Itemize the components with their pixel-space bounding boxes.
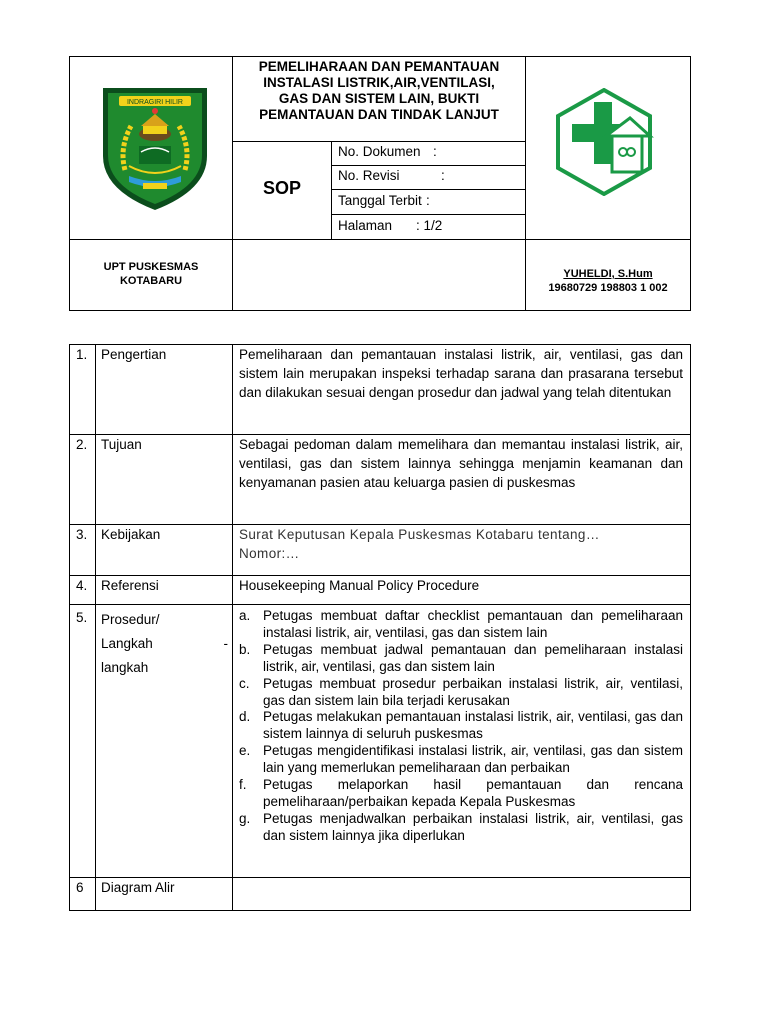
document-title: PEMELIHARAAN DAN PEMANTAUAN INSTALASI LISTRIK,AIR,VENTILASI, GAS DAN SISTEM LAIN, BUKTI PEMANTAUAN DAN TINDAK LANJUT (258, 59, 500, 122)
procedure-steps-list (236, 608, 683, 845)
meta-page: Halaman : 1/2 (338, 218, 443, 233)
row-content-kebijakan: Surat Keputusan Kepala Puskesmas Kotabaru tentang… Nomor:… (239, 527, 600, 561)
row-number: 5. (76, 610, 88, 625)
row-label-prosedur: Prosedur/ Langkah - langkah (101, 612, 228, 675)
meta-doc-number: No. Dokumen : (338, 144, 437, 159)
row-label-diagram-alir: Diagram Alir (101, 880, 175, 895)
list-item: g. Petugas menjadwalkan perbaikan instalasi listrik, air, ventilasi, gas dan sistem lainnya jika diperlukan (239, 810, 683, 843)
row-number: 1. (76, 347, 88, 362)
signer-nip: 19680729 198803 1 002 (548, 282, 668, 294)
row-label-referensi: Referensi (101, 578, 159, 593)
sop-label: SOP (262, 178, 301, 198)
signer-name: YUHELDI, S.Hum (563, 268, 653, 280)
meta-revision: No. Revisi : (338, 168, 445, 183)
row-content-tujuan: Sebagai pedoman dalam memelihara dan memantau instalasi listrik, air, ventilasi, gas dan sistem lainnya sehingga menjamin keamanan dan kenyamanan pasien atau keluarga pasien di puskesmas (239, 437, 683, 490)
row-content-pengertian: Pemeliharaan dan pemantauan instalasi listrik, air, ventilasi, gas dan sistem lain merupakan inspeksi terhadap sarana dan prasarana tersebut dan dilakukan sesuai dengan prosedur dan jadwal yang telah ditentukan (239, 347, 683, 400)
list-item: d. Petugas melakukan pemantauan instalasi listrik, air, ventilasi, gas dan sistem lainnya di seluruh puskesmas (239, 709, 683, 742)
row-number: 3. (76, 527, 88, 542)
row-content-referensi: Housekeeping Manual Policy Procedure (239, 578, 480, 593)
list-item: a. Petugas membuat daftar checklist pemantauan dan pemeliharaan instalasi listrik, air, ventilasi, gas dan sistem lain (239, 608, 683, 640)
list-item: f. Petugas melaporkan hasil pemantauan dan rencana pemeliharaan/perbaikan kepada Kepala Puskesmas (239, 777, 683, 809)
row-number: 4. (76, 578, 88, 593)
row-number: 2. (76, 437, 88, 452)
organization-name: UPT PUSKESMAS KOTABARU (103, 261, 199, 287)
emblem-text: INDRAGIRI HILIR (126, 99, 184, 106)
row-label-pengertian: Pengertian (101, 347, 167, 362)
list-item: e. Petugas mengidentifikasi instalasi listrik, air, ventilasi, gas dan sistem lain yang memerlukan pemeliharaan dan perbaikan (239, 743, 683, 776)
list-item: b. Petugas membuat jadwal pemantauan dan pemeliharaan instalasi listrik, air, ventilasi, gas dan sistem lain (239, 641, 683, 674)
row-number: 6 (76, 880, 84, 895)
puskesmas-logo (554, 88, 654, 196)
regency-emblem (99, 86, 211, 212)
signer-block (526, 267, 690, 295)
meta-issue-date: Tanggal Terbit : (338, 193, 430, 208)
list-item: c. Petugas membuat prosedur perbaikan instalasi listrik, air, ventilasi, gas dan sistem lain bila terjadi kerusakan (239, 675, 683, 708)
row-label-kebijakan: Kebijakan (101, 527, 161, 542)
row-label-tujuan: Tujuan (101, 437, 142, 452)
